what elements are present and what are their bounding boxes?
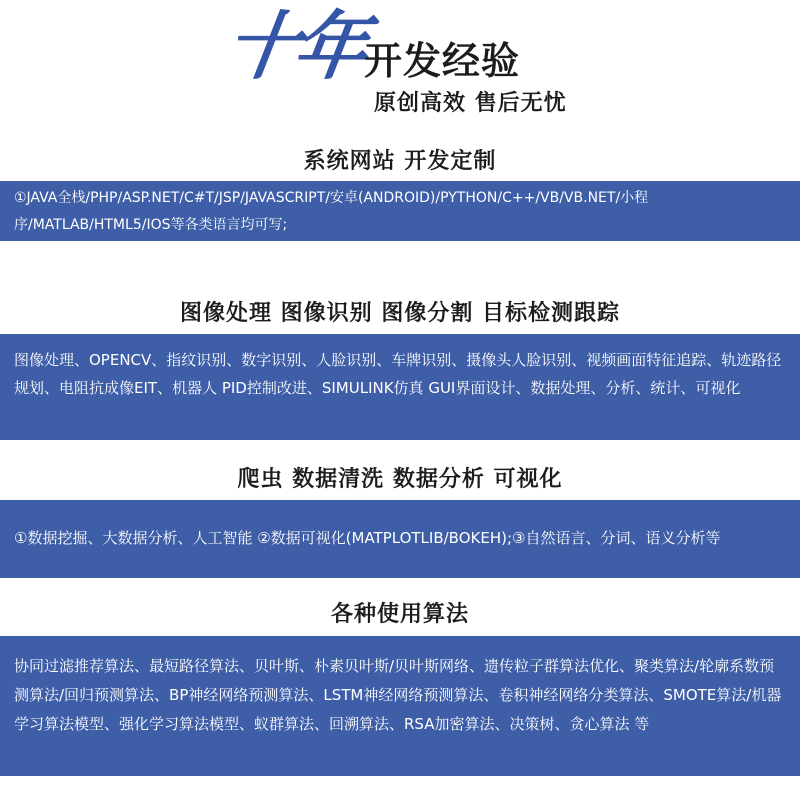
slogan-sub: 原创高效 售后无忧 <box>374 91 567 116</box>
band-line: ②数据库:SQLSERVER/MYSQL/MONGODB/SQLITE/ORACLE/ACCESS等数据库 <box>14 244 521 260</box>
band-line: 图像处理、OPENCV、指纹识别、数字识别、人脸识别、车牌识别、摄像头人脸识别、视频画面特征追踪、轨迹路径规划、电阻抗成像EIT、机器人 PID控制改进、SIMULINK仿真 GUI界面设计、数据处理、分析、统计、可视化 <box>14 351 782 397</box>
band-line: ①数据挖掘、大数据分析、人工智能 ②数据可视化(MATPLOTLIB/BOKEH);③自然语言、分词、语义分析等 <box>14 529 721 547</box>
section-title-algorithms: 各种使用算法 <box>330 602 469 627</box>
section-band-image-processing <box>0 334 800 440</box>
section-band-web-dev <box>0 181 800 260</box>
slogan-main: 开发经验 <box>364 39 521 83</box>
section-band-data-analysis <box>0 500 800 578</box>
logo-ten-years: 十年 <box>219 4 369 90</box>
section-title-data-analysis: 爬虫 数据清洗 数据分析 可视化 <box>237 467 563 492</box>
section-band-algorithms <box>0 636 800 776</box>
header-banner <box>0 0 800 135</box>
section-title-image-processing: 图像处理 图像识别 图像分割 目标检测跟踪 <box>180 301 620 326</box>
section-title-web-dev: 系统网站 开发定制 <box>303 149 497 174</box>
band-line: 协同过滤推荐算法、最短路径算法、贝叶斯、朴素贝叶斯/贝叶斯网络、遗传粒子群算法优化、聚类算法/轮廓系数预测算法/回归预测算法、BP神经网络预测算法、LSTM神经网络预测算法、卷积神经网络分类算法、SMOTE算法/机器学习算法模型、强化学习算法模型、蚁群算法、回溯算法、RSA加密算法、决策树、贪心算法 等 <box>14 657 782 733</box>
band-line: ①JAVA全栈/PHP/ASP.NET/C#T/JSP/JAVASCRIPT/安卓(ANDROID)/PYTHON/C++/VB/VB.NET/小程序/MATLAB/HTML5/IOS等各类语言均可写; <box>14 190 649 233</box>
